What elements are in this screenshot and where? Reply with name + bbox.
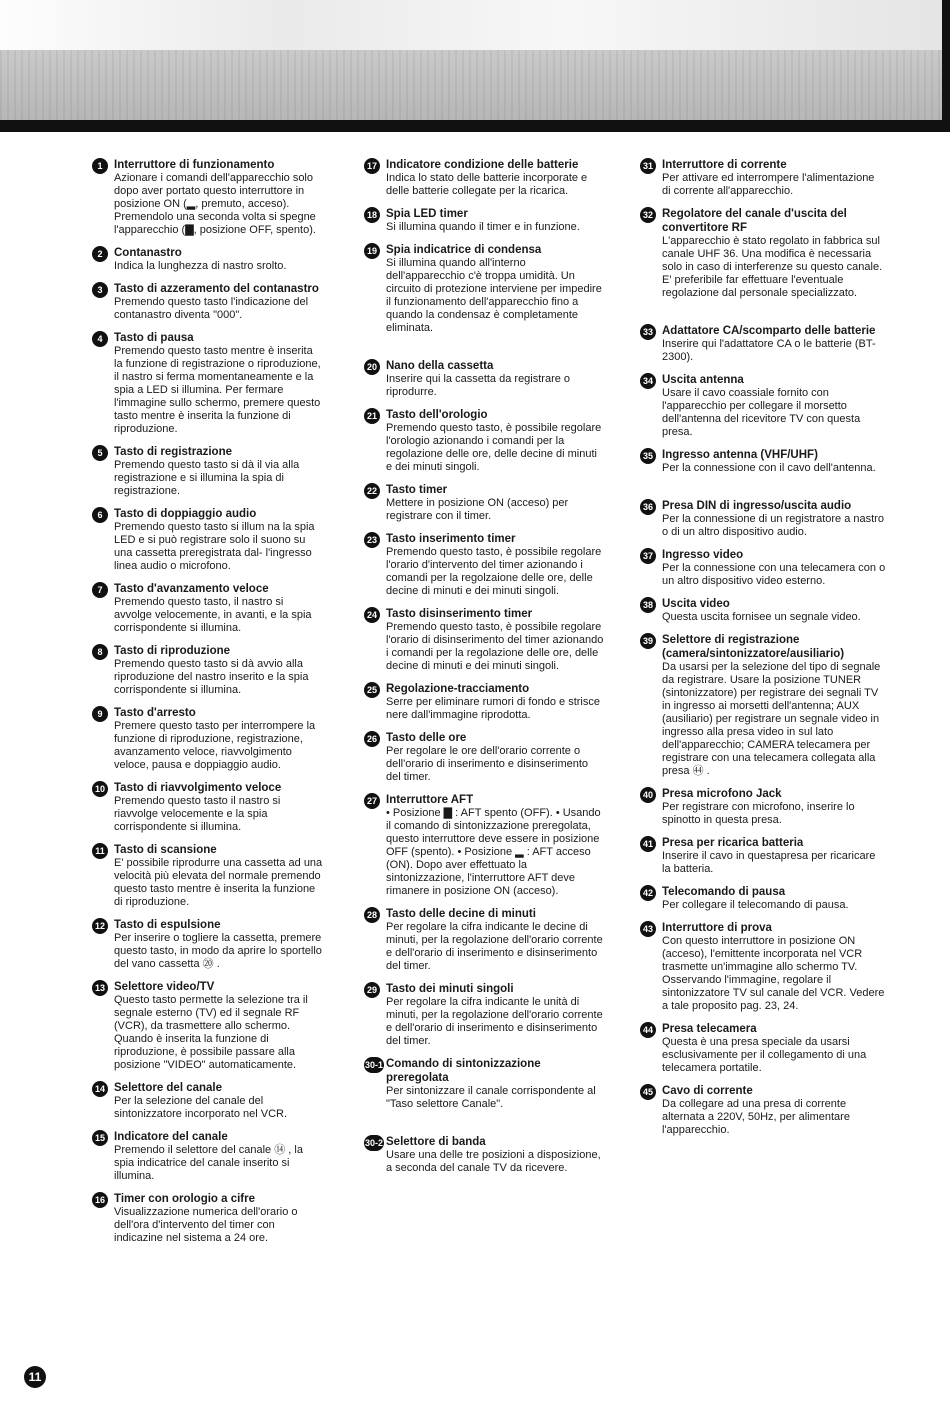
item-title: Tasto di azzeramento del contanastro (114, 283, 319, 295)
item-title: Tasto di registrazione (114, 446, 233, 458)
item-title: Tasto di espulsione (114, 919, 221, 931)
item-number-badge: 28 (364, 907, 380, 923)
item-number-badge: 32 (640, 207, 656, 223)
item-number-badge: 39 (640, 633, 656, 649)
item-title: Ingresso antenna (VHF/UHF) (662, 449, 818, 461)
legend-item (364, 408, 604, 474)
item-description: Inserire qui la cassetta da registrare o riprodurre. (386, 373, 571, 398)
item-number-badge: 43 (640, 921, 656, 937)
item-description: Per regolare la cifra indicante le decine di minuti, per la regolazione dell'orario corrente e dell'orario di inserimento e disinserimento del timer. (386, 921, 603, 972)
legend-item (364, 1135, 604, 1175)
legend-item (92, 644, 324, 697)
item-description: Premendo questo tasto si illum na la spia LED e si può registrare solo il suono su una cassetta preregistrata dal- l'ingresso linea audio o microfono. (114, 521, 315, 572)
item-title: Indicatore del canale (114, 1131, 228, 1143)
item-title: Contanastro (114, 247, 182, 259)
item-number-badge: 21 (364, 408, 380, 424)
item-description: Questa è una presa speciale da usarsi esclusivamente per il collegamento di una telecamera portatile. (662, 1036, 867, 1074)
item-title: Tasto di scansione (114, 844, 217, 856)
item-description: Mettere in posizione ON (acceso) per registrare con il timer. (386, 497, 569, 522)
item-description: Per sintonizzare il canale corrispondente al "Taso selettore Canale". (386, 1085, 596, 1110)
item-title: Interruttore AFT (386, 794, 474, 806)
item-number-badge: 14 (92, 1081, 108, 1097)
item-number-badge: 23 (364, 532, 380, 548)
legend-item (92, 158, 324, 237)
legend-item (92, 582, 324, 635)
item-description: Per regolare la cifra indicante le unità di minuti, per la regolazione dell'orario corrente e dell'orario di inserimento e disinserimento del timer. (386, 996, 603, 1047)
item-description: Per inserire o togliere la cassetta, premere questo tasto, in modo da aprire lo sportello del vano cassetta ⑳ . (114, 932, 322, 970)
item-title: Tasto inserimento timer (386, 533, 516, 545)
legend-item (364, 483, 604, 523)
legend-item (364, 1057, 604, 1111)
item-description: Con questo interruttore in posizione ON (acceso), l'emittente incorporata nel VCR trasmette un'immagine allo schermo TV. Osservando l'immagine, regolare il sintonizzatore TV sul canale del VCR. Vedere a tale proposito pag. 23, 24. (662, 935, 885, 1012)
item-description: Serre per eliminare rumori di fondo e strisce nere dall'immagine riprodotta. (386, 696, 600, 721)
item-description: Azionare i comandi dell'apparecchio solo dopo aver portato questo interruttore in posizione ON (▂, premuto, acceso). Premendolo una seconda volta si spegne l'apparecchio (▇, posizione OFF, spento). (114, 172, 316, 236)
item-description: Per attivare ed interrompere l'alimentazione di corrente all'apparecchio. (662, 172, 875, 197)
item-description: Premendo questo tasto, è possibile regolare l'orario d'intervento del timer azionando i comandi per la regolzaione delle ore, delle decine di minuti e dei minuti singoli. (386, 546, 602, 597)
item-number-badge: 19 (364, 243, 380, 259)
item-description: Per la connessione con una telecamera con o un altro dispositivo video esterno. (662, 562, 886, 587)
item-title: Nano della cassetta (386, 360, 494, 372)
column-3 (640, 158, 886, 1146)
item-title: Interruttore di funzionamento (114, 159, 275, 171)
legend-item (640, 885, 886, 912)
item-description: Da collegare ad una presa di corrente alternata a 220V, 50Hz, per alimentare l'apparecchio. (662, 1098, 850, 1136)
legend-item (92, 282, 324, 322)
item-description: Per regolare le ore dell'orario corrente o dell'orario di inserimento e disinserimento del timer. (386, 745, 589, 783)
legend-item (364, 607, 604, 673)
legend-item (92, 246, 324, 273)
legend-item (92, 843, 324, 909)
item-number-badge: 12 (92, 918, 108, 934)
item-number-badge: 25 (364, 682, 380, 698)
item-description: Premendo il selettore del canale ⑭ , la spia indicatrice del canale inserito si illumina. (114, 1144, 303, 1182)
legend-item (364, 243, 604, 335)
item-description: Questo tasto permette la selezione tra il segnale esterno (TV) ed il segnale RF (VCR), da trasmettere allo schermo. Quando è inserita la funzione di riproduzione, è possibile passare alla posizione "VIDEO" automaticamente. (114, 994, 308, 1071)
item-number-badge: 4 (92, 331, 108, 347)
item-title: Tasto delle ore (386, 732, 467, 744)
legend-item (640, 836, 886, 876)
item-title: Tasto d'arresto (114, 707, 196, 719)
item-number-badge: 34 (640, 373, 656, 389)
item-number-badge: 36 (640, 499, 656, 515)
legend-item (640, 448, 886, 475)
item-title: Indicatore condizione delle batterie (386, 159, 579, 171)
item-number-badge: 6 (92, 507, 108, 523)
item-number-badge: 38 (640, 597, 656, 613)
column-2 (364, 158, 604, 1184)
item-title: Tasto delle decine di minuti (386, 908, 536, 920)
item-number-badge: 15 (92, 1130, 108, 1146)
item-number-badge: 11 (92, 843, 108, 859)
item-description: Si illumina quando all'interno dell'apparecchio c'è troppa umidità. Un circuito di protezione interviene per impedire il funzionamento dell'apparecchio fino a quando la condensaz è completamente eliminata. (386, 257, 602, 334)
legend-item (640, 633, 886, 778)
legend-item (364, 682, 604, 722)
item-title: Presa telecamera (662, 1023, 757, 1035)
item-number-badge: 31 (640, 158, 656, 174)
item-number-badge: 44 (640, 1022, 656, 1038)
legend-item (640, 1084, 886, 1137)
item-number-badge: 41 (640, 836, 656, 852)
item-number-badge: 10 (92, 781, 108, 797)
item-title: Tasto di riavvolgimento veloce (114, 782, 282, 794)
item-title: Tasto dei minuti singoli (386, 983, 514, 995)
legend-item (364, 359, 604, 399)
legend-item (640, 324, 886, 364)
item-description: Premendo questo tasto il nastro si riavvolge velocemente e la spia corrispondente si illumina. (114, 795, 281, 833)
item-description: Questa uscita fornisee un segnale video. (662, 611, 861, 623)
legend-item (364, 158, 604, 198)
item-title: Ingresso video (662, 549, 744, 561)
item-description: • Posizione ▇ : AFT spento (OFF). • Usando il comando di sintonizzazione preregolata, questo interruttore deve essere in posizione OFF (spento). • Posizione ▂ : AFT acceso (ON). Dopo aver effettuato la sintonizzazione, l'interruttore AFT deve rimanere in posizione ON (acceso). (386, 807, 601, 897)
legend-item (640, 158, 886, 198)
legend-item (92, 980, 324, 1072)
item-title: Spia LED timer (386, 208, 468, 220)
item-description: Premendo questo tasto, è possibile regolare l'orologio azionando i comandi per la regolazione delle ore, delle decine di minuti e dei minuti singoli. (386, 422, 602, 473)
item-number-badge: 8 (92, 644, 108, 660)
item-number-badge: 24 (364, 607, 380, 623)
item-title: Regolazione-tracciamento (386, 683, 530, 695)
legend-item (92, 1192, 324, 1245)
item-number-badge: 29 (364, 982, 380, 998)
legend-item (92, 781, 324, 834)
item-number-badge: 1 (92, 158, 108, 174)
item-description: Per registrare con microfono, inserire lo spinotto in questa presa. (662, 801, 855, 826)
legend-item (640, 548, 886, 588)
legend-item (640, 787, 886, 827)
item-description: Indica la lunghezza di nastro srolto. (114, 260, 287, 272)
legend-item (640, 1022, 886, 1075)
item-number-badge: 13 (92, 980, 108, 996)
item-description: Premendo questo tasto si dà avvio alla riproduzione del nastro inserito e la spia corrispondente si illumina. (114, 658, 309, 696)
column-1 (92, 158, 324, 1254)
item-number-badge: 2 (92, 246, 108, 262)
item-title: Telecomando di pausa (662, 886, 786, 898)
item-description: E' possibile riprodurre una cassetta ad una velocità più elevata del normale premendo questo tasto mentre è inserita la funzione di riproduzione. (114, 857, 323, 908)
legend-item (92, 445, 324, 498)
item-title: Adattatore CA/scomparto delle batterie (662, 325, 876, 337)
item-number-badge: 33 (640, 324, 656, 340)
item-number-badge: 26 (364, 731, 380, 747)
item-description: Premere questo tasto per interrompere la funzione di riproduzione, registrazione, avanzamento veloce, riavvolgimento veloce, pausa e doppiaggio audio. (114, 720, 316, 771)
item-title: Tasto di doppiaggio audio (114, 508, 257, 520)
item-description: L'apparecchio è stato regolato in fabbrica sul canale UHF 36. Una modifica è necessaria solo in caso di interferenze su questo canale. E' preferibile far effettuare l'eventuale regolazione dal personale specializzato. (662, 235, 883, 299)
legend-item (92, 1081, 324, 1121)
item-title: Tasto disinserimento timer (386, 608, 533, 620)
item-description: Premendo questo tasto l'indicazione del contanastro diventa "000". (114, 296, 309, 321)
item-title: Selettore di banda (386, 1136, 486, 1148)
item-title: Presa microfono Jack (662, 788, 782, 800)
legend-item (364, 207, 604, 234)
item-number-badge: 40 (640, 787, 656, 803)
item-title: Presa per ricarica batteria (662, 837, 804, 849)
legend-item (640, 597, 886, 624)
item-title: Cavo di corrente (662, 1085, 753, 1097)
item-title: Tasto di pausa (114, 332, 194, 344)
item-number-badge: 20 (364, 359, 380, 375)
item-title: Presa DIN di ingresso/uscita audio (662, 500, 852, 512)
page-number: 11 (24, 1366, 46, 1388)
item-title: Selettore di registrazione (camera/sintonizzatore/ausiliario) (662, 634, 845, 660)
item-description: Per la connessione di un registratore a nastro o di un altro dispositivo audio. (662, 513, 884, 538)
item-description: Usare una delle tre posizioni a disposizione, a seconda del canale TV da ricevere. (386, 1149, 601, 1174)
legend-item (364, 907, 604, 973)
item-number-badge: 35 (640, 448, 656, 464)
item-title: Timer con orologio a cifre (114, 1193, 256, 1205)
item-title: Regolatore del canale d'uscita del convertitore RF (662, 208, 847, 234)
item-title: Tasto dell'orologio (386, 409, 488, 421)
legend-item (92, 706, 324, 772)
legend-item (640, 921, 886, 1013)
item-title: Selettore video/TV (114, 981, 215, 993)
item-number-badge: 18 (364, 207, 380, 223)
item-description: Usare il cavo coassiale fornito con l'apparecchio per collegare il morsetto dell'antenna del ricevitore TV con questa presa. (662, 387, 861, 438)
item-description: Premendo questo tasto, il nastro si avvolge velocemente, in avanti, e la spia corrispondente si illumina. (114, 596, 312, 634)
item-title: Interruttore di corrente (662, 159, 787, 171)
item-title: Selettore del canale (114, 1082, 223, 1094)
item-title: Uscita antenna (662, 374, 744, 386)
legend-item (364, 532, 604, 598)
header-corner (942, 0, 950, 132)
item-number-badge: 30-2 (364, 1135, 384, 1151)
item-description: Per collegare il telecomando di pausa. (662, 899, 849, 911)
item-description: Indica lo stato delle batterie incorporate e delle batterie collegate per la ricarica. (386, 172, 588, 197)
item-description: Premendo questo tasto, è possibile regolare l'orario di disinserimento del timer azionando i comandi per la regolazione delle ore, delle decine di minuti e dei minuti singoli. (386, 621, 604, 672)
legend-item (92, 507, 324, 573)
item-number-badge: 45 (640, 1084, 656, 1100)
header-band (0, 0, 950, 132)
item-number-badge: 3 (92, 282, 108, 298)
header-bottom-rule (0, 120, 950, 132)
item-number-badge: 5 (92, 445, 108, 461)
item-description: Da usarsi per la selezione del tipo di segnale da registrare. Usare la posizione TUNER (sintonizzatore) per registrare dei segnali TV in ingresso ai morsetti dell'antenna; AUX (ausiliario) per registrare un segnale video in ingresso alla presa video in sul lato dell'apparecchio; CAMERA telecamera per registrare con una telecamera collegata alla presa ㊹ . (662, 661, 881, 777)
item-number-badge: 22 (364, 483, 380, 499)
header-top-band (0, 0, 950, 50)
legend-item (640, 373, 886, 439)
legend-item (640, 207, 886, 300)
item-description: Inserire qui l'adattatore CA o le batterie (BT-2300). (662, 338, 876, 363)
item-number-badge: 17 (364, 158, 380, 174)
legend-item (92, 331, 324, 436)
item-description: Inserire il cavo in questapresa per ricaricare la batteria. (662, 850, 876, 875)
item-title: Spia indicatrice di condensa (386, 244, 542, 256)
legend-item (364, 982, 604, 1048)
item-number-badge: 16 (92, 1192, 108, 1208)
item-number-badge: 37 (640, 548, 656, 564)
legend-item (640, 499, 886, 539)
item-number-badge: 7 (92, 582, 108, 598)
item-number-badge: 9 (92, 706, 108, 722)
item-number-badge: 30-1 (364, 1057, 384, 1073)
item-description: Per la selezione del canale del sintonizzatore incorporato nel VCR. (114, 1095, 288, 1120)
item-title: Tasto timer (386, 484, 448, 496)
item-title: Interruttore di prova (662, 922, 772, 934)
legend-item (92, 918, 324, 971)
item-title: Comando di sintonizzazione preregolata (386, 1058, 541, 1084)
item-description: Visualizzazione numerica dell'orario o dell'ora d'intervento del timer con indicazine nel sistema a 24 ore. (114, 1206, 298, 1244)
legend-item (364, 793, 604, 898)
item-description: Per la connessione con il cavo dell'antenna. (662, 462, 876, 474)
item-description: Premendo questo tasto si dà il via alla registrazione e si illumina la spia di registrazione. (114, 459, 300, 497)
legend-item (364, 731, 604, 784)
item-number-badge: 42 (640, 885, 656, 901)
legend-item (92, 1130, 324, 1183)
item-number-badge: 27 (364, 793, 380, 809)
item-title: Tasto d'avanzamento veloce (114, 583, 269, 595)
item-description: Premendo questo tasto mentre è inserita la funzione di registrazione o riproduzione, il nastro si ferma momentaneamente e la spia a LED si illumina. Per fermare l'immagine sullo schermo, premere questo tasto mentre è inserita la funzione di riproduzione. (114, 345, 321, 435)
item-title: Tasto di riproduzione (114, 645, 231, 657)
item-description: Si illumina quando il timer e in funzione. (386, 221, 580, 233)
item-title: Uscita video (662, 598, 730, 610)
